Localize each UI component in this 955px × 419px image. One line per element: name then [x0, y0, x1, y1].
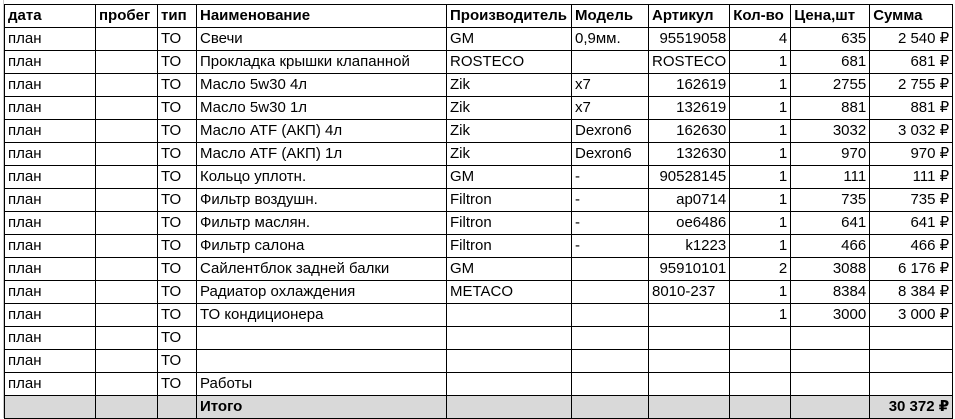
total-empty-cell[interactable]	[791, 396, 870, 419]
cell-mileage[interactable]	[96, 189, 158, 212]
cell-date[interactable]: план	[5, 74, 96, 97]
cell-qty[interactable]: 1	[730, 281, 791, 304]
cell-sum[interactable]: 466 ₽	[870, 235, 953, 258]
cell-sum[interactable]: 6 176 ₽	[870, 258, 953, 281]
cell-name[interactable]: ТО кондиционера	[197, 304, 447, 327]
total-empty-cell[interactable]	[572, 396, 649, 419]
cell-date[interactable]: план	[5, 143, 96, 166]
cell-maker[interactable]: Filtron	[447, 189, 572, 212]
cell-date[interactable]: план	[5, 212, 96, 235]
cell-price[interactable]: 635	[791, 28, 870, 51]
cell-maker[interactable]: GM	[447, 166, 572, 189]
cell-price[interactable]: 735	[791, 189, 870, 212]
cell-type[interactable]: ТО	[158, 166, 197, 189]
cell-sum[interactable]: 3 032 ₽	[870, 120, 953, 143]
cell-name[interactable]: Радиатор охлаждения	[197, 281, 447, 304]
total-empty-cell[interactable]	[730, 396, 791, 419]
cell-name[interactable]: Свечи	[197, 28, 447, 51]
cell-maker[interactable]: METACO	[447, 281, 572, 304]
cell-qty[interactable]: 4	[730, 28, 791, 51]
total-empty-cell[interactable]	[447, 396, 572, 419]
cell-qty[interactable]: 1	[730, 74, 791, 97]
cell-date[interactable]: план	[5, 120, 96, 143]
cell-qty[interactable]	[730, 350, 791, 373]
cell-date[interactable]: план	[5, 327, 96, 350]
cell-model[interactable]: 0,9мм.	[572, 28, 649, 51]
cell-article[interactable]: 8010-237	[649, 281, 730, 304]
cell-sum[interactable]	[870, 373, 953, 396]
cell-mileage[interactable]	[96, 74, 158, 97]
cell-article[interactable]: 90528145	[649, 166, 730, 189]
table-row	[5, 120, 953, 143]
cell-article[interactable]	[649, 350, 730, 373]
cell-name[interactable]: Масло ATF (АКП) 4л	[197, 120, 447, 143]
cell-model[interactable]	[572, 258, 649, 281]
cell-article[interactable]: 95910101	[649, 258, 730, 281]
cell-date[interactable]: план	[5, 258, 96, 281]
total-row	[5, 396, 953, 419]
cell-sum[interactable]: 881 ₽	[870, 97, 953, 120]
table-row	[5, 235, 953, 258]
cell-article[interactable]: ROSTECO	[649, 51, 730, 74]
cell-qty[interactable]: 1	[730, 304, 791, 327]
cell-sum[interactable]	[870, 327, 953, 350]
cell-name[interactable]: Фильтр салона	[197, 235, 447, 258]
cell-article[interactable]: ap0714	[649, 189, 730, 212]
header-type[interactable]: тип	[158, 5, 197, 28]
cell-sum[interactable]: 681 ₽	[870, 51, 953, 74]
cell-mileage[interactable]	[96, 235, 158, 258]
cell-sum[interactable]: 3 000 ₽	[870, 304, 953, 327]
cell-sum[interactable]: 2 755 ₽	[870, 74, 953, 97]
cell-model[interactable]: x7	[572, 74, 649, 97]
cell-maker[interactable]	[447, 327, 572, 350]
cell-maker[interactable]: Zik	[447, 74, 572, 97]
cell-maker[interactable]: Zik	[447, 143, 572, 166]
cell-article[interactable]	[649, 373, 730, 396]
table-row	[5, 143, 953, 166]
cell-date[interactable]: план	[5, 350, 96, 373]
cell-name[interactable]: Фильтр воздушн.	[197, 189, 447, 212]
cell-article[interactable]: 95519058	[649, 28, 730, 51]
cell-date[interactable]: план	[5, 235, 96, 258]
cell-maker[interactable]: Zik	[447, 97, 572, 120]
total-empty-cell[interactable]	[158, 396, 197, 419]
cell-article[interactable]: k1223	[649, 235, 730, 258]
cell-price[interactable]: 2755	[791, 74, 870, 97]
cell-model[interactable]	[572, 327, 649, 350]
cell-maker[interactable]	[447, 304, 572, 327]
cell-sum[interactable]: 8 384 ₽	[870, 281, 953, 304]
cell-price[interactable]	[791, 327, 870, 350]
total-label[interactable]: Итого	[197, 396, 447, 419]
cell-type[interactable]: ТО	[158, 189, 197, 212]
cell-qty[interactable]	[730, 373, 791, 396]
cell-qty[interactable]: 1	[730, 143, 791, 166]
cell-qty[interactable]: 1	[730, 51, 791, 74]
cell-article[interactable]: oe6486	[649, 212, 730, 235]
cell-price[interactable]: 8384	[791, 281, 870, 304]
table-row	[5, 212, 953, 235]
cell-type[interactable]: ТО	[158, 327, 197, 350]
table-row	[5, 327, 953, 350]
cell-name[interactable]: Масло 5w30 1л	[197, 97, 447, 120]
cell-model[interactable]: Dexron6	[572, 143, 649, 166]
cell-type[interactable]: ТО	[158, 235, 197, 258]
cell-qty[interactable]: 1	[730, 235, 791, 258]
cell-name[interactable]	[197, 350, 447, 373]
header-qty[interactable]: Кол-во	[730, 5, 791, 28]
cell-qty[interactable]: 1	[730, 166, 791, 189]
cell-type[interactable]: ТО	[158, 120, 197, 143]
cell-mileage[interactable]	[96, 166, 158, 189]
cell-type[interactable]: ТО	[158, 51, 197, 74]
cell-mileage[interactable]	[96, 212, 158, 235]
total-empty-cell[interactable]	[649, 396, 730, 419]
cell-sum[interactable]: 641 ₽	[870, 212, 953, 235]
cell-type[interactable]: ТО	[158, 74, 197, 97]
cell-date[interactable]: план	[5, 281, 96, 304]
cell-maker[interactable]: GM	[447, 28, 572, 51]
cell-price[interactable]: 3032	[791, 120, 870, 143]
cell-article[interactable]: 132619	[649, 97, 730, 120]
cell-name[interactable]: Работы	[197, 373, 447, 396]
cell-date[interactable]: план	[5, 189, 96, 212]
cell-maker[interactable]: Filtron	[447, 212, 572, 235]
table-row	[5, 51, 953, 74]
cell-price[interactable]	[791, 350, 870, 373]
cell-sum[interactable]: 970 ₽	[870, 143, 953, 166]
cell-date[interactable]: план	[5, 304, 96, 327]
cell-type[interactable]: ТО	[158, 28, 197, 51]
cell-type[interactable]: ТО	[158, 143, 197, 166]
cell-article[interactable]	[649, 327, 730, 350]
cell-price[interactable]: 466	[791, 235, 870, 258]
cell-maker[interactable]: GM	[447, 258, 572, 281]
cell-type[interactable]: ТО	[158, 304, 197, 327]
cell-date[interactable]: план	[5, 51, 96, 74]
cell-type[interactable]: ТО	[158, 350, 197, 373]
cell-model[interactable]	[572, 51, 649, 74]
cell-model[interactable]: Dexron6	[572, 120, 649, 143]
cell-maker[interactable]: Zik	[447, 120, 572, 143]
cell-model[interactable]: -	[572, 189, 649, 212]
cell-mileage[interactable]	[96, 281, 158, 304]
header-name[interactable]: Наименование	[197, 5, 447, 28]
cell-qty[interactable]: 2	[730, 258, 791, 281]
cell-maker[interactable]: Filtron	[447, 235, 572, 258]
cell-type[interactable]: ТО	[158, 258, 197, 281]
cell-qty[interactable]: 1	[730, 212, 791, 235]
total-empty-cell[interactable]	[96, 396, 158, 419]
cell-maker[interactable]: ROSTECO	[447, 51, 572, 74]
cell-name[interactable]: Фильтр маслян.	[197, 212, 447, 235]
header-maker[interactable]: Производитель	[447, 5, 572, 28]
header-row	[5, 5, 953, 28]
cell-article[interactable]: 132630	[649, 143, 730, 166]
cell-price[interactable]: 641	[791, 212, 870, 235]
cell-type[interactable]: ТО	[158, 97, 197, 120]
table-row	[5, 166, 953, 189]
cell-name[interactable]	[197, 327, 447, 350]
cell-price[interactable]: 111	[791, 166, 870, 189]
cell-price[interactable]: 3000	[791, 304, 870, 327]
cell-qty[interactable]: 1	[730, 120, 791, 143]
total-sum[interactable]: 30 372 ₽	[870, 396, 953, 419]
cell-mileage[interactable]	[96, 304, 158, 327]
cell-name[interactable]: Сайлентблок задней балки	[197, 258, 447, 281]
cell-model[interactable]	[572, 350, 649, 373]
cell-price[interactable]: 881	[791, 97, 870, 120]
cell-date[interactable]: план	[5, 28, 96, 51]
cell-date[interactable]: план	[5, 373, 96, 396]
cell-model[interactable]	[572, 304, 649, 327]
cell-article[interactable]: 162619	[649, 74, 730, 97]
cell-model[interactable]	[572, 373, 649, 396]
header-model[interactable]: Модель	[572, 5, 649, 28]
cell-price[interactable]: 3088	[791, 258, 870, 281]
cell-sum[interactable]	[870, 350, 953, 373]
cell-mileage[interactable]	[96, 373, 158, 396]
cell-name[interactable]: Масло 5w30 4л	[197, 74, 447, 97]
cell-maker[interactable]	[447, 373, 572, 396]
cell-mileage[interactable]	[96, 258, 158, 281]
cell-mileage[interactable]	[96, 51, 158, 74]
cell-price[interactable]: 970	[791, 143, 870, 166]
cell-model[interactable]: -	[572, 212, 649, 235]
cell-maker[interactable]	[447, 350, 572, 373]
table-row	[5, 258, 953, 281]
cell-price[interactable]: 681	[791, 51, 870, 74]
cell-type[interactable]: ТО	[158, 281, 197, 304]
cell-model[interactable]	[572, 281, 649, 304]
cell-mileage[interactable]	[96, 120, 158, 143]
cell-qty[interactable]: 1	[730, 189, 791, 212]
cell-sum[interactable]: 111 ₽	[870, 166, 953, 189]
cell-date[interactable]: план	[5, 166, 96, 189]
cell-model[interactable]: -	[572, 235, 649, 258]
total-empty-cell[interactable]	[5, 396, 96, 419]
cell-model[interactable]: -	[572, 166, 649, 189]
header-mileage[interactable]: пробег	[96, 5, 158, 28]
cell-article[interactable]	[649, 304, 730, 327]
table-row	[5, 281, 953, 304]
table-row	[5, 28, 953, 51]
header-date[interactable]: дата	[5, 5, 96, 28]
cell-qty[interactable]: 1	[730, 97, 791, 120]
header-price[interactable]: Цена,шт	[791, 5, 870, 28]
cell-sum[interactable]: 735 ₽	[870, 189, 953, 212]
cell-name[interactable]: Масло ATF (АКП) 1л	[197, 143, 447, 166]
table-row	[5, 350, 953, 373]
spreadsheet-table	[4, 4, 953, 419]
cell-model[interactable]: x7	[572, 97, 649, 120]
header-article[interactable]: Артикул	[649, 5, 730, 28]
header-sum[interactable]: Сумма	[870, 5, 953, 28]
table-row	[5, 74, 953, 97]
cell-price[interactable]	[791, 373, 870, 396]
cell-mileage[interactable]	[96, 97, 158, 120]
table-row	[5, 304, 953, 327]
cell-mileage[interactable]	[96, 143, 158, 166]
cell-qty[interactable]	[730, 327, 791, 350]
cell-mileage[interactable]	[96, 350, 158, 373]
table-row	[5, 189, 953, 212]
cell-type[interactable]: ТО	[158, 373, 197, 396]
cell-name[interactable]: Прокладка крышки клапанной	[197, 51, 447, 74]
cell-sum[interactable]: 2 540 ₽	[870, 28, 953, 51]
cell-mileage[interactable]	[96, 28, 158, 51]
table-row	[5, 373, 953, 396]
cell-type[interactable]: ТО	[158, 212, 197, 235]
cell-name[interactable]: Кольцо уплотн.	[197, 166, 447, 189]
cell-mileage[interactable]	[96, 327, 158, 350]
cell-date[interactable]: план	[5, 97, 96, 120]
table-row	[5, 97, 953, 120]
cell-article[interactable]: 162630	[649, 120, 730, 143]
